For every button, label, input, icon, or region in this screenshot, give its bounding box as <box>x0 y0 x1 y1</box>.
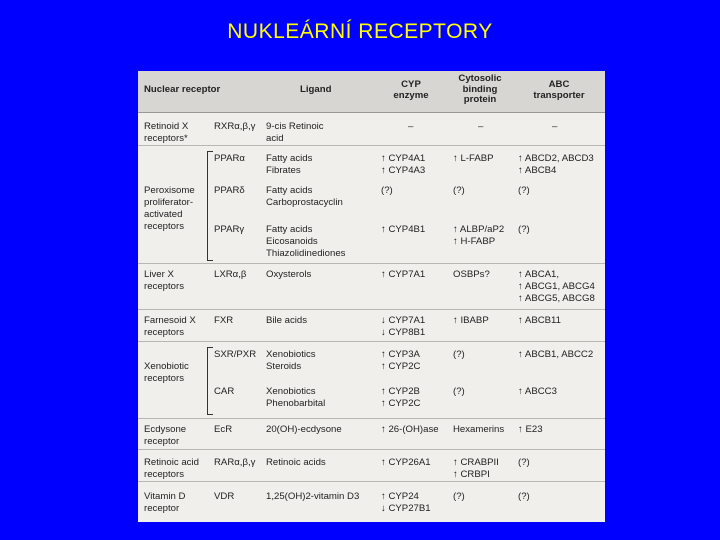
abc-cell: (?) <box>518 491 530 502</box>
header-ligand: Ligand <box>300 84 332 95</box>
cbp-cell: (?) <box>453 491 465 502</box>
family-label: Farnesoid X receptors <box>144 315 196 338</box>
receptor-label: PPARα <box>214 153 245 164</box>
separator <box>138 481 605 482</box>
family-label: Peroxisome proliferator-activated receptors <box>144 185 195 232</box>
receptor-label: VDR <box>214 491 235 502</box>
cbp-cell: ↑ L-FABP <box>453 153 494 164</box>
ligand-cell: 20(OH)-ecdysone <box>266 424 342 435</box>
xenobiotic-bracket <box>207 347 213 415</box>
table-header <box>138 71 605 113</box>
cyp-cell: ↑ CYP2B ↑ CYP2C <box>381 386 421 409</box>
ligand-cell: Xenobiotics Phenobarbital <box>266 386 326 409</box>
abc-cell: (?) <box>518 185 530 196</box>
cbp-cell: (?) <box>453 386 465 397</box>
cyp-cell: – <box>408 121 414 132</box>
ppar-bracket <box>207 151 213 261</box>
family-label: Liver X receptors <box>144 269 184 292</box>
header-nuclear-receptor: Nuclear receptor <box>144 84 221 95</box>
ligand-cell: 1,25(OH)2-vitamin D3 <box>266 491 360 502</box>
separator <box>138 418 605 419</box>
family-label: Xenobiotic receptors <box>144 361 189 384</box>
abc-cell: ↑ ABCD2, ABCD3 ↑ ABCB4 <box>518 153 594 176</box>
family-label: Vitamin D receptor <box>144 491 186 514</box>
receptor-label: PPARδ <box>214 185 245 196</box>
cyp-cell: ↓ CYP7A1 ↓ CYP8B1 <box>381 315 426 338</box>
header-abc-transporter: ABC transporter <box>533 79 585 101</box>
family-label: Retinoid X receptors* <box>144 121 189 144</box>
cyp-cell: ↑ CYP3A ↑ CYP2C <box>381 349 421 372</box>
separator <box>138 309 605 310</box>
receptor-label: RARα,β,γ <box>214 457 256 468</box>
family-label: Retinoic acid receptors <box>144 457 199 480</box>
cbp-cell: (?) <box>453 349 465 360</box>
cbp-cell: (?) <box>453 185 465 196</box>
abc-cell: ↑ E23 <box>518 424 543 435</box>
family-label: Ecdysone receptor <box>144 424 187 447</box>
cbp-cell: Hexamerins <box>453 424 505 435</box>
cyp-cell: ↑ CYP7A1 <box>381 269 426 280</box>
cbp-cell: ↑ ALBP/aP2 ↑ H-FABP <box>453 224 505 247</box>
header-cyp-enzyme: CYP enzyme <box>393 79 429 101</box>
ligand-cell: 9-cis Retinoic acid <box>266 121 324 144</box>
separator <box>138 145 605 146</box>
separator <box>138 263 605 264</box>
ligand-cell: Fatty acids Eicosanoids Thiazolidinediones <box>266 224 346 259</box>
cbp-cell: – <box>478 121 484 132</box>
ligand-cell: Fatty acids Fibrates <box>266 153 313 176</box>
abc-cell: (?) <box>518 457 530 468</box>
ligand-cell: Retinoic acids <box>266 457 326 468</box>
abc-cell: ↑ ABCB1, ABCC2 <box>518 349 594 360</box>
cbp-cell: ↑ CRABPII ↑ CRBPI <box>453 457 499 480</box>
cbp-cell: ↑ IBABP <box>453 315 489 326</box>
cyp-cell: (?) <box>381 185 393 196</box>
receptor-label: EcR <box>214 424 233 435</box>
receptor-label: FXR <box>214 315 234 326</box>
slide-title: NUKLEÁRNÍ RECEPTORY <box>227 20 493 43</box>
abc-cell: ↑ ABCA1, ↑ ABCG1, ABCG4 ↑ ABCG5, ABCG8 <box>518 269 595 304</box>
nuclear-receptor-table <box>138 71 605 522</box>
ligand-cell: Xenobiotics Steroids <box>266 349 316 372</box>
cyp-cell: ↑ CYP4B1 <box>381 224 426 235</box>
cyp-cell: ↑ CYP26A1 <box>381 457 431 468</box>
abc-cell: (?) <box>518 224 530 235</box>
header-cytosolic-binding-protein: Cytosolic binding protein <box>458 73 502 105</box>
separator <box>138 341 605 342</box>
separator <box>138 449 605 450</box>
abc-cell: ↑ ABCC3 <box>518 386 557 397</box>
receptor-label: PPARγ <box>214 224 245 235</box>
receptor-label: CAR <box>214 386 235 397</box>
receptor-label: RXRα,β,γ <box>214 121 256 132</box>
receptor-label: LXRα,β <box>214 269 247 280</box>
cbp-cell: OSBPs? <box>453 269 490 280</box>
abc-cell: ↑ ABCB11 <box>518 315 562 326</box>
receptor-label: SXR/PXR <box>214 349 257 360</box>
ligand-cell: Fatty acids Carboprostacyclin <box>266 185 343 208</box>
ligand-cell: Bile acids <box>266 315 308 326</box>
cyp-cell: ↑ CYP24 ↓ CYP27B1 <box>381 491 431 514</box>
ligand-cell: Oxysterols <box>266 269 312 280</box>
cyp-cell: ↑ 26-(OH)ase <box>381 424 439 435</box>
abc-cell: – <box>552 121 558 132</box>
cyp-cell: ↑ CYP4A1 ↑ CYP4A3 <box>381 153 426 176</box>
